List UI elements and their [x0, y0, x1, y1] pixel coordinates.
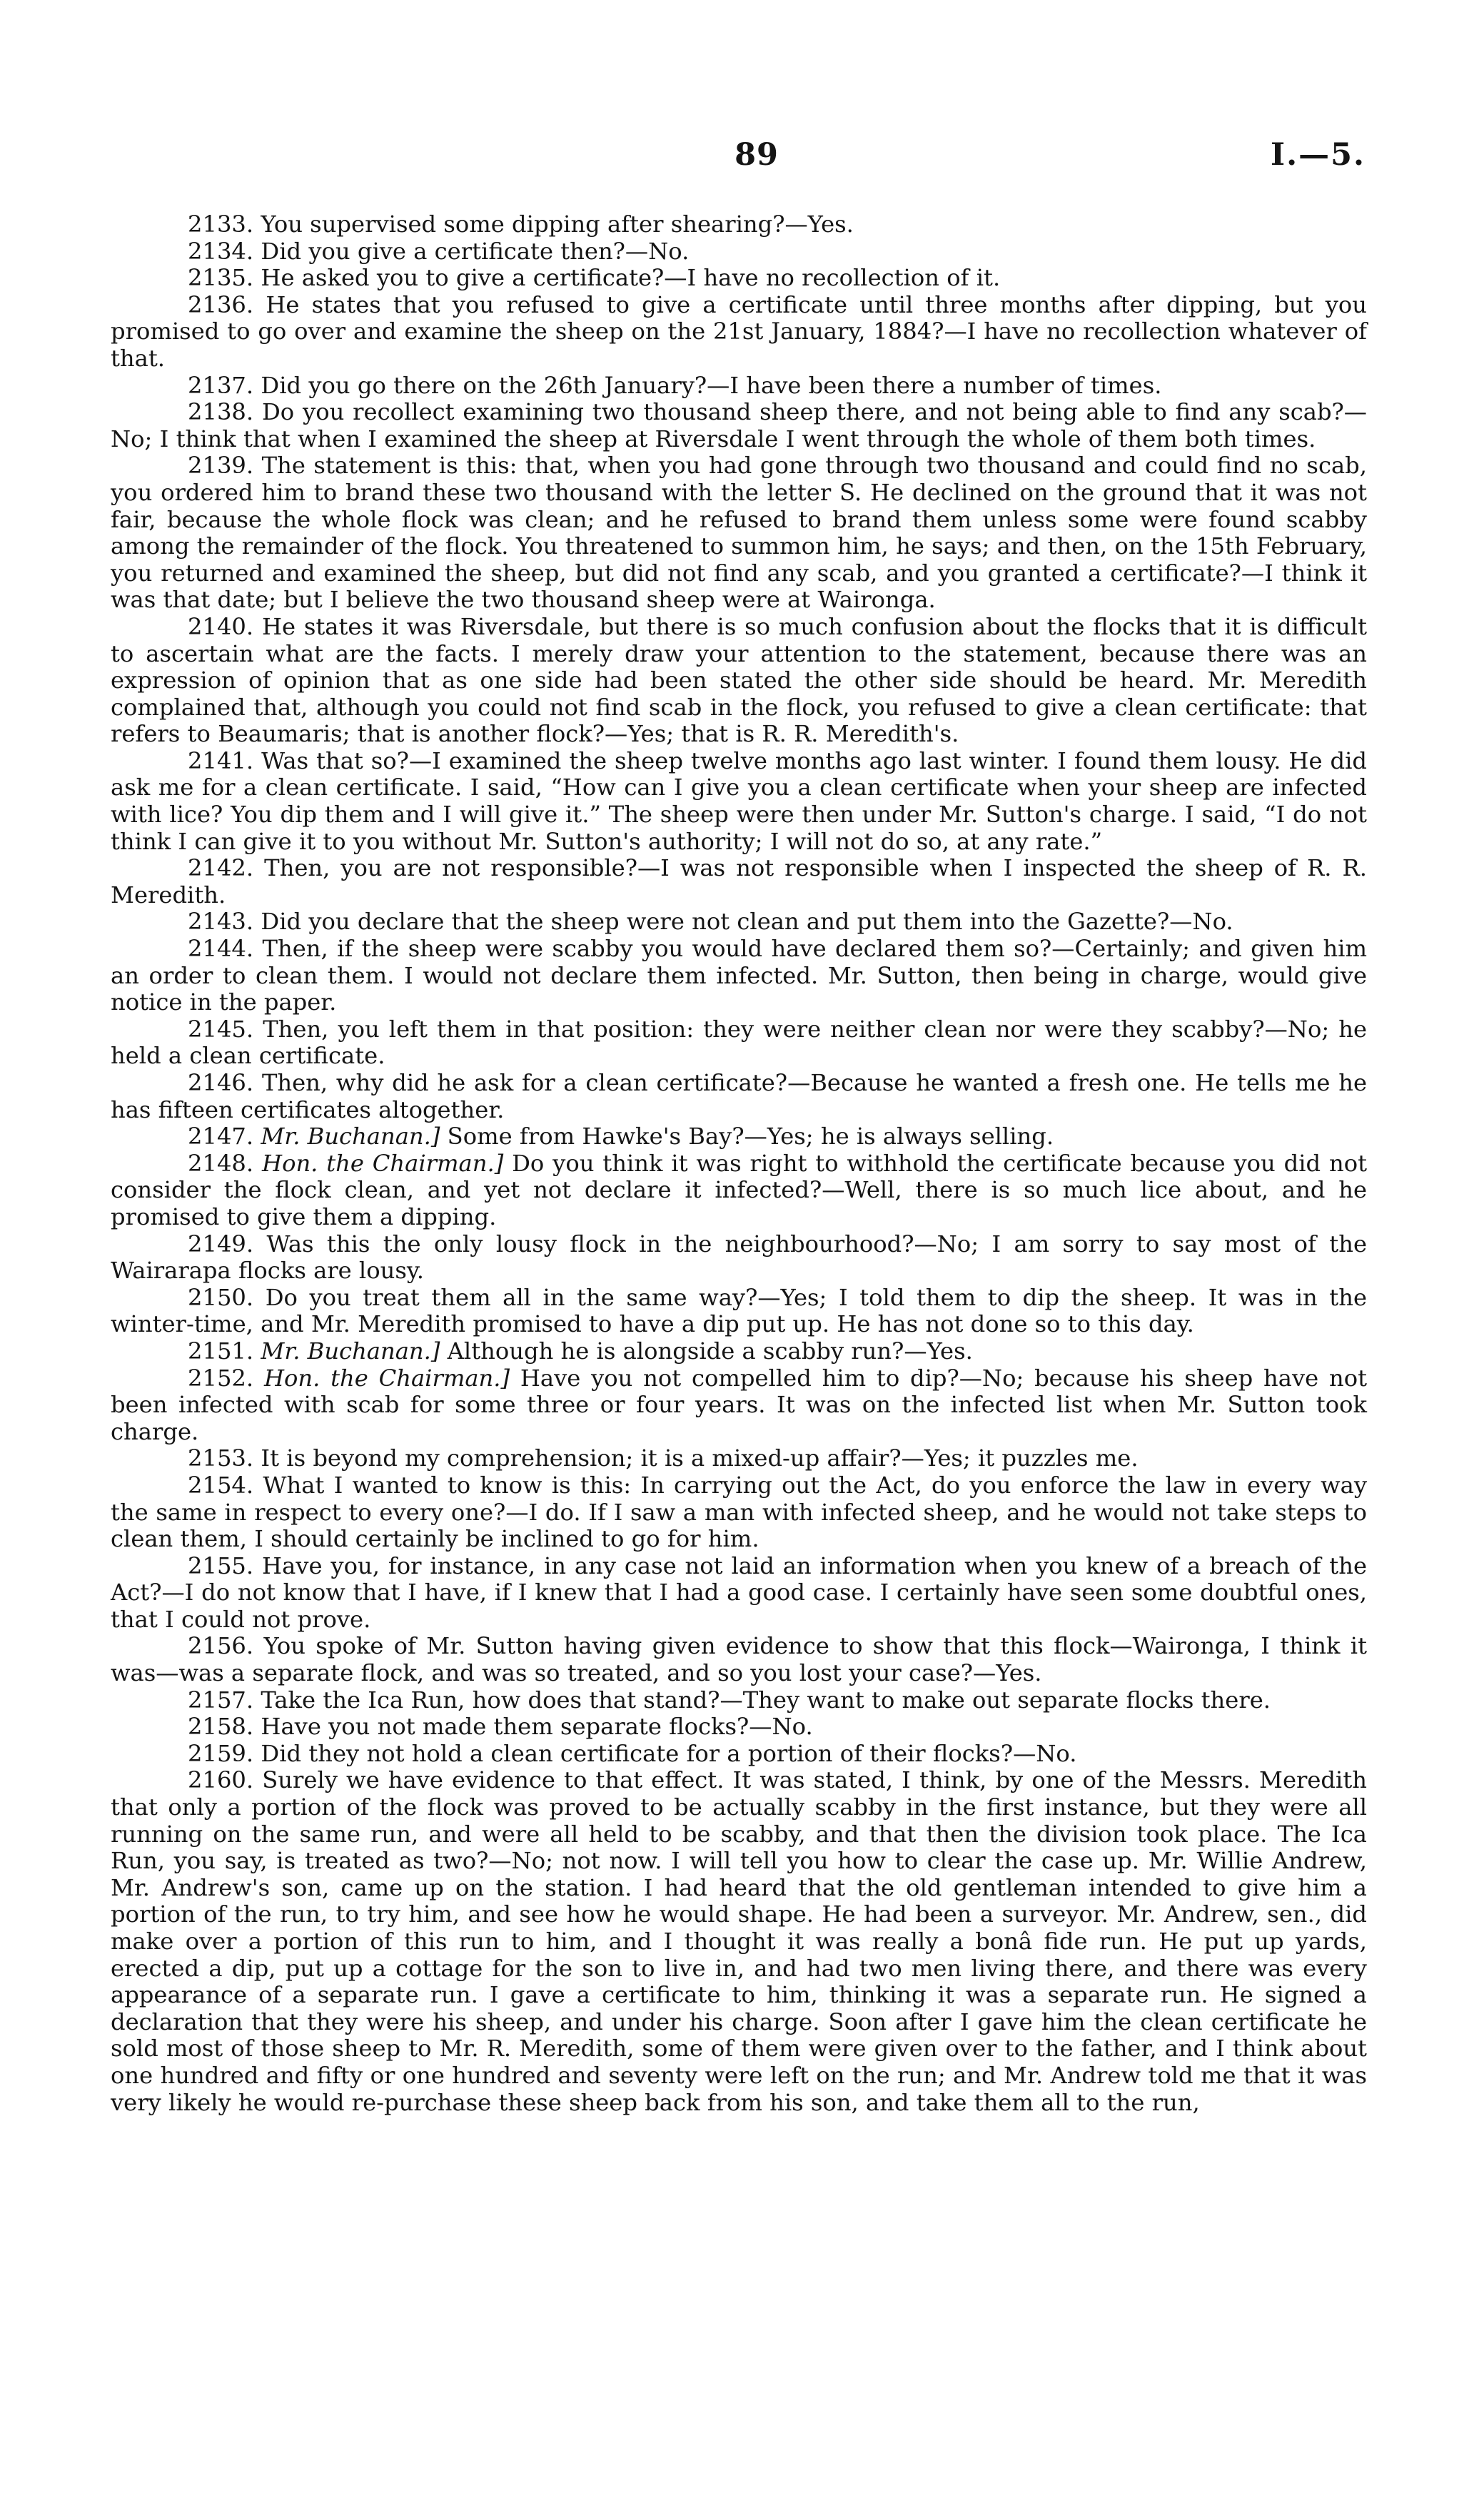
question-number: 2137.: [188, 371, 254, 399]
question-paragraph: [111, 936, 1367, 1016]
question-paragraph: [111, 1070, 1367, 1123]
question-paragraph: [111, 399, 1367, 452]
question-paragraph: [111, 1231, 1367, 1285]
question-paragraph: [111, 1285, 1367, 1338]
question-text: Have you not compelled him to dip?—No; because his sheep have not been infected with scab for some three or four years. It was on the infected list when Mr. Sutton took charge.: [111, 1364, 1368, 1445]
page-number: 89: [735, 137, 779, 173]
question-paragraph: [111, 1150, 1367, 1231]
question-number: 2147.: [188, 1123, 254, 1150]
question-paragraph: [111, 614, 1367, 748]
question-text: Did you declare that the sheep were not clean and put them into the Gazette?—No.: [261, 908, 1233, 936]
question-text: Have you, for instance, in any case not laid an information when you knew of a breach of the Act?—I do not know that I have, if I knew that I had a good case. I certainly have seen some doubtful ones, that I could not prove.: [111, 1552, 1367, 1633]
question-paragraph: [111, 1633, 1367, 1686]
question-text: Was that so?—I examined the sheep twelve months ago last winter. I found them lousy. He did ask me for a clean certificate. I said, “How can I give you a clean certificate when your sheep are infected with lice? You dip them and I will give it.” The sheep were then under Mr. Sutton's charge. I said, “I do not think I can give it to you without Mr. Sutton's authority; I will not do so, at any rate.”: [111, 747, 1367, 855]
question-text: Although he is alongside a scabby run?—Yes.: [447, 1337, 973, 1365]
question-number: 2139.: [188, 452, 254, 480]
document-reference: I.—5.: [1271, 137, 1366, 173]
question-number: 2143.: [188, 908, 254, 936]
question-paragraph: [111, 1553, 1367, 1634]
question-paragraph: [111, 909, 1367, 936]
question-text: Then, you are not responsible?—I was not responsible when I inspected the sheep of R. R. Meredith.: [111, 854, 1367, 909]
question-number: 2145.: [188, 1015, 254, 1043]
question-paragraph: [111, 452, 1367, 614]
question-text: Was this the only lousy flock in the neighbourhood?—No; I am sorry to say most of the Wairarapa flocks are lousy.: [111, 1230, 1368, 1285]
question-text: Do you recollect examining two thousand sheep there, and not being able to find any scab?—No; I think that when I examined the sheep at Riversdale I went through the whole of them both times.: [111, 398, 1367, 452]
question-number: 2136.: [188, 290, 254, 318]
question-paragraph: [111, 748, 1367, 855]
question-number: 2151.: [188, 1337, 254, 1365]
speaker-name: Mr. Buchanan.]: [261, 1123, 440, 1150]
question-number: 2144.: [188, 935, 254, 963]
question-number: 2149.: [188, 1230, 254, 1258]
question-text: What I wanted to know is this: In carrying out the Act, do you enforce the law in every way the same in respect to every one?—I do. If I saw a man with infected sheep, and he would not take steps to clean them, I should certainly be inclined to go for him.: [111, 1471, 1368, 1553]
question-number: 2142.: [188, 854, 254, 882]
question-number: 2155.: [188, 1552, 254, 1579]
question-paragraph: [111, 1472, 1367, 1553]
question-text: Surely we have evidence to that effect. It was stated, I think, by one of the Messrs. Meredith that only a portion of the flock was proved to be actually scabby in the first instance, but they were all running on the same run, and were all held to be scabby, and that then the division took place. The Ica Run, you say, is treated as two?—No; not now. I will tell you how to clear the case up. Mr. Willie Andrew, Mr. Andrew's son, came up on the station. I had heard that the old gentleman intended to give him a portion of the run, to try him, and see how he would shape. He had been a surveyor. Mr. Andrew, sen., did make over a portion of this run to him, and I thought it was really a bonâ fide run. He put up yards, erected a dip, put up a cottage for the son to live in, and had two men living there, and there was every appearance of a separate run. I gave a certificate to him, thinking it was a separate run. He signed a declaration that they were his sheep, and under his charge. Soon after I gave him the clean certificate he sold most of those sheep to Mr. R. Meredith, some of them were given over to the father, and I think about one hundred and fifty or one hundred and seventy were left on the run; and Mr. Andrew told me that it was very likely he would re-purchase these sheep back from his son, and take them all to the run,: [111, 1766, 1367, 2116]
question-text: You supervised some dipping after shearing?—Yes.: [261, 211, 854, 238]
evidence-text: [111, 211, 1367, 2116]
question-number: 2157.: [188, 1686, 254, 1714]
question-number: 2153.: [188, 1444, 254, 1472]
question-paragraph: [111, 1767, 1367, 2116]
question-number: 2159.: [188, 1739, 254, 1767]
question-text: He asked you to give a certificate?—I have no recollection of it.: [261, 264, 1001, 292]
question-paragraph: [111, 1365, 1367, 1446]
question-number: 2154.: [188, 1471, 254, 1499]
question-paragraph: [111, 373, 1367, 400]
question-paragraph: [111, 1714, 1367, 1741]
speaker-name: Hon. the Chairman.]: [262, 1149, 504, 1177]
question-text: He states that you refused to give a certificate until three months after dipping, but you promised to go over and examine the sheep on the 21st January, 1884?—I have no recollection whatever of that.: [111, 290, 1368, 372]
question-text: Then, if the sheep were scabby you would have declared them so?—Certainly; and given him an order to clean them. I would not declare them infected. Mr. Sutton, then being in charge, would give notice in the paper.: [111, 935, 1367, 1016]
question-number: 2158.: [188, 1713, 254, 1741]
question-number: 2152.: [188, 1364, 254, 1392]
question-text: Then, you left them in that position: they were neither clean nor were they scabby?—No; he held a clean certificate.: [111, 1015, 1368, 1070]
question-text: Did you go there on the 26th January?—I have been there a number of times.: [261, 371, 1162, 399]
question-number: 2138.: [188, 398, 254, 426]
question-paragraph: [111, 238, 1367, 265]
question-paragraph: [111, 1016, 1367, 1070]
question-text: Have you not made them separate flocks?—No.: [261, 1713, 813, 1741]
question-paragraph: [111, 211, 1367, 238]
question-number: 2160.: [188, 1766, 254, 1794]
question-number: 2134.: [188, 237, 254, 265]
question-paragraph: [111, 265, 1367, 292]
question-text: It is beyond my comprehension; it is a mixed-up affair?—Yes; it puzzles me.: [261, 1444, 1139, 1472]
question-text: Did they not hold a clean certificate for a portion of their flocks?—No.: [261, 1739, 1077, 1767]
question-text: You spoke of Mr. Sutton having given evidence to show that this flock—Waironga, I think it was—was a separate flock, and was so treated, and so you lost your case?—Yes.: [111, 1632, 1367, 1687]
question-number: 2156.: [188, 1632, 254, 1660]
question-paragraph: [111, 855, 1367, 909]
question-number: 2141.: [188, 747, 254, 774]
question-paragraph: [111, 1338, 1367, 1365]
question-paragraph: [111, 1687, 1367, 1714]
question-paragraph: [111, 1123, 1367, 1150]
question-paragraph: [111, 292, 1367, 373]
question-text: Some from Hawke's Bay?—Yes; he is always selling.: [447, 1123, 1054, 1150]
question-number: 2135.: [188, 264, 254, 292]
page-header: [0, 137, 1484, 180]
question-text: Did you give a certificate then?—No.: [261, 237, 690, 265]
question-text: Then, why did he ask for a clean certificate?—Because he wanted a fresh one. He tells me he has fifteen certificates altogether.: [111, 1069, 1367, 1123]
question-text: Take the Ica Run, how does that stand?—They want to make out separate flocks there.: [261, 1686, 1271, 1714]
question-number: 2146.: [188, 1069, 254, 1096]
question-number: 2150.: [188, 1283, 254, 1311]
question-number: 2148.: [188, 1149, 254, 1177]
question-paragraph: [111, 1445, 1367, 1472]
question-paragraph: [111, 1741, 1367, 1768]
question-text: Do you think it was right to withhold the certificate because you did not consider the flock clean, and yet not declare it infected?—Well, there is so much lice about, and he promised to give them a dipping.: [111, 1149, 1368, 1230]
speaker-name: Hon. the Chairman.]: [263, 1364, 510, 1392]
speaker-name: Mr. Buchanan.]: [261, 1337, 440, 1365]
question-text: Do you treat them all in the same way?—Yes; I told them to dip the sheep. It was in the winter-time, and Mr. Meredith promised to have a dip put up. He has not done so to this day.: [111, 1283, 1367, 1338]
question-text: He states it was Riversdale, but there is so much confusion about the flocks that it is difficult to ascertain what are the facts. I merely draw your attention to the statement, because there was an expression of opinion that as one side had been stated the other side should be heard. Mr. Meredith complained that, although you could not find scab in the flock, you refused to give a clean certificate: that refers to Beaumaris; that is another flock?—Yes; that is R. R. Meredith's.: [111, 612, 1367, 748]
question-text: The statement is this: that, when you had gone through two thousand and could find no scab, you ordered him to brand these two thousand with the letter S. He declined on the ground that it was not fair, because the whole flock was clean; and he refused to brand them unless some were found scabby among the remainder of the flock. You threatened to summon him, he says; and then, on the 15th February, you returned and examined the sheep, but did not find any scab, and you granted a certificate?—I think it was that date; but I believe the two thousand sheep were at Waironga.: [111, 452, 1367, 614]
question-number: 2140.: [188, 612, 254, 640]
question-number: 2133.: [188, 211, 254, 238]
